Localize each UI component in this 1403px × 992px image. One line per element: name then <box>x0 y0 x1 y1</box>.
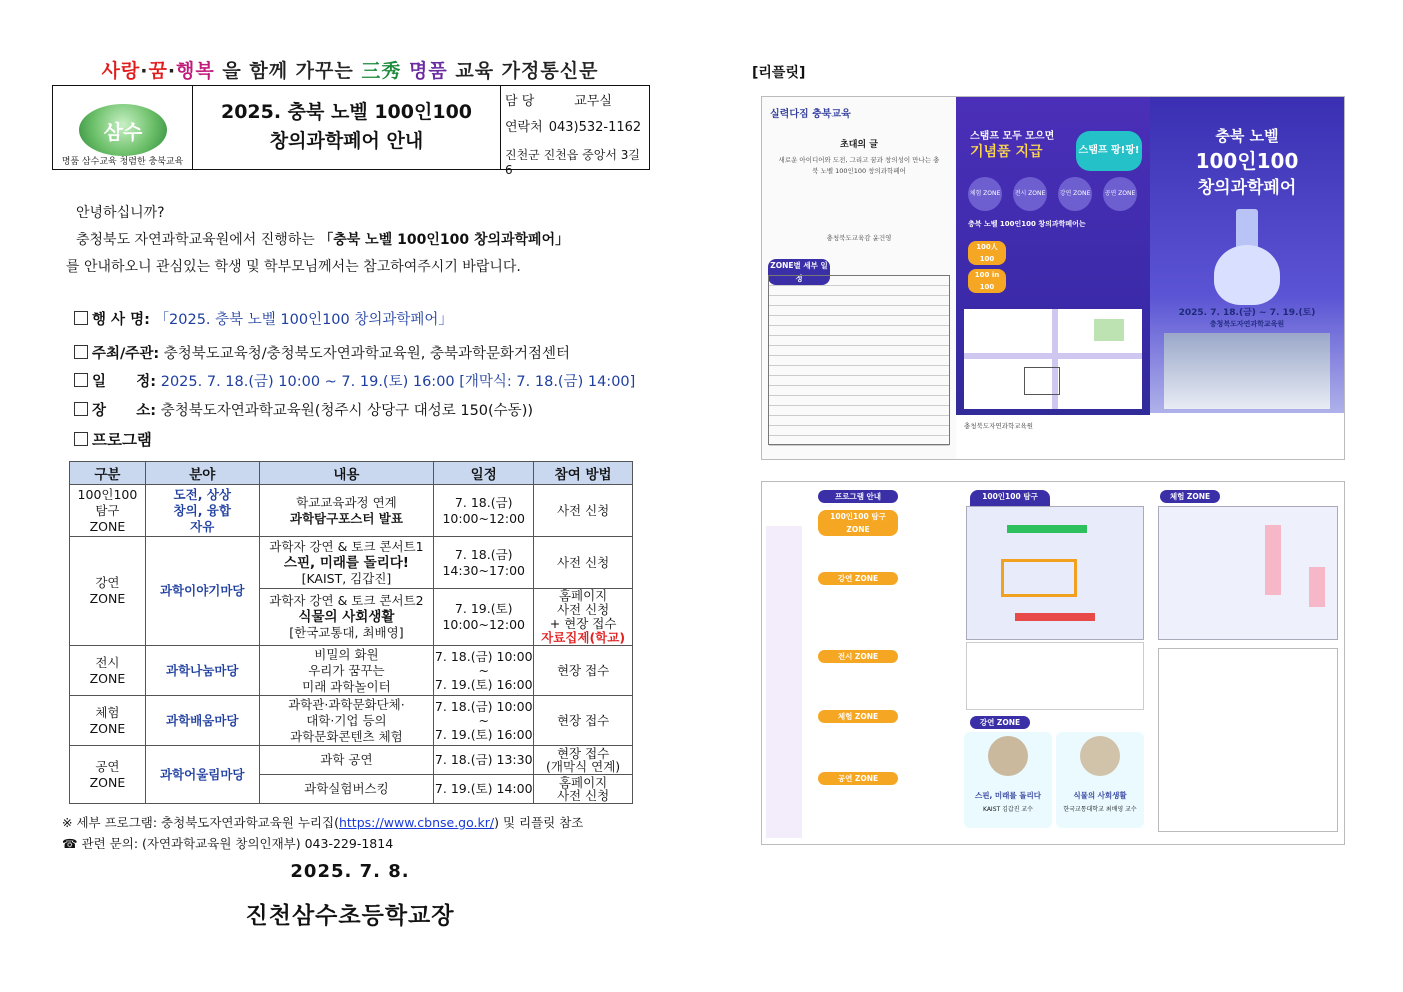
stamp-badge: 스탬프 팡!팡! <box>1076 131 1142 171</box>
leaflet-label: [리플릿] <box>752 65 806 81</box>
program-table <box>69 461 633 804</box>
schedule-grid <box>768 275 950 445</box>
stamp-zones: 체험 ZONE 전시 ZONE 강연 ZONE 공연 ZONE <box>968 177 1140 211</box>
school-logo-cell <box>53 86 193 169</box>
zone-legend-table <box>966 642 1144 710</box>
inquiry-contact: ☎ 관련 문의: (자연과학교육원 창의인재부) 043-229-1814 <box>62 836 394 851</box>
leaflet-cover: 충북 노벨 100인100 창의과학페어 2025. 7. 18.(금) ~ 7. 19.(토) 충청북도자연과학교육원 <box>1150 97 1344 459</box>
leaflet-invitation: 실력다짐 충북교육 초대의 글 새로운 아이디어와 도전, 그리고 꿈과 창의성이 만나는 충북 노벨 100인100 창의과학페어 충청북도교육감 윤건영 ZONE별 세부 일정 <box>762 97 956 459</box>
table-row: 과학실험버스킹 7. 19.(토) 14:00 홈페이지 사전 신청 <box>70 775 633 804</box>
leaflet-experience: 체험 ZONE <box>1150 482 1344 844</box>
checkbox-icon <box>74 311 88 325</box>
checkbox-icon <box>74 373 88 387</box>
leaflet-maps: 100인100 탐구 강연 ZONE 스핀, 미래를 돌리다 KAIST 김갑진 교수 식물의 사회생활 한국교통대학교 최배영 교수 <box>956 482 1150 844</box>
experience-map <box>1158 506 1338 640</box>
info-date: 일 정: 2025. 7. 18.(금) 10:00 ~ 7. 19.(토) 16:00 [개막식: 7. 18.(금) 14:00] <box>74 370 635 391</box>
slogan-dream: 꿈 <box>148 60 168 82</box>
table-row: 전시 ZONE 과학나눔마당 비밀의 화원 우리가 꿈꾸는 미래 과학놀이터 7. 18.(금) 10:00 ~ 7. 19.(토) 16:00 현장 접수 <box>70 646 633 696</box>
building-photo <box>1164 333 1330 409</box>
contact-info: 담 당 교무실 연락처 043)532-1162 진천군 진천읍 중앙서 3길 6 <box>505 94 642 177</box>
letter-title: 2025. 충북 노벨 100인100 창의과학페어 안내 <box>193 86 501 169</box>
leaflet-back <box>761 481 1345 845</box>
logo-caption: 명품 삼수교육 청렴한 충북교육 <box>61 157 184 167</box>
info-host: 주최/주관: 충청북도교육청/충청북도자연과학교육원, 충북과학문화거점센터 <box>74 342 570 363</box>
exploration-map <box>966 506 1144 640</box>
greeting: 안녕하십니까? 충청북도 자연과학교육원에서 진행하는 「충북 노벨 100인100 창의과학페어」 를 안내하오니 관심있는 학생 및 학부모님께서는 참고하여주시기 바랍니다. <box>66 205 570 275</box>
slogan-samsu: 三秀 <box>361 60 402 82</box>
leaflet-front <box>761 96 1345 460</box>
table-row: 과학자 강연 & 토크 콘서트2 식물의 사회생활 [한국교통대, 최배영] 7. 19.(토) 10:00~12:00 홈페이지 사전 신청 + 현장 접수 자료집제(학교) <box>70 589 633 646</box>
flask-illustration <box>1210 209 1284 309</box>
slogan-premium: 명품 <box>409 60 448 82</box>
table-row: 공연 ZONE 과학어울림마당 과학 공연 7. 18.(금) 13:30 현장 접수 (개막식 연계) <box>70 746 633 775</box>
table-row: 강연 ZONE 과학이야기마당 과학자 강연 & 토크 콘서트1 스핀, 미래를 돌리다! [KAIST, 김갑진] 7. 18.(금) 14:30~17:00 사전 신청 <box>70 537 633 589</box>
location-map <box>964 309 1142 409</box>
speaker1-card: 스핀, 미래를 돌리다 KAIST 김갑진 교수 <box>964 732 1052 828</box>
signature: 진천삼수초등학교장 <box>245 903 455 929</box>
slogan: 사랑·꿈·행복 을 함께 가꾸는 三秀 명품 교육 가정통신문 <box>101 60 599 82</box>
issue-date: 2025. 7. 8. <box>290 861 410 882</box>
slogan-love: 사랑 <box>101 60 141 82</box>
leaflet-stamp-panel: 스탬프 모두 모으면 기념품 지급 스탬프 팡!팡! 체험 ZONE 전시 ZONE 강연 ZONE 공연 ZONE 충북 노벨 100인100 창의과학페어는 100人 100 100 in 100 충청북도자연과학교육원 <box>956 97 1150 459</box>
website-link[interactable]: https://www.cbnse.go.kr/ <box>338 815 495 830</box>
letter-header <box>52 85 650 177</box>
info-place: 장 소: 충청북도자연과학교육원(청주시 상당구 대성로 150(수동)) <box>74 399 533 420</box>
slogan-happiness: 행복 <box>176 60 215 82</box>
table-row: 100인100 탐구 ZONE 도전, 상상 창의, 융합 자유 학교교육과정 연계 과학탐구포스터 발표 7. 18.(금) 10:00~12:00 사전 신청 <box>70 485 633 537</box>
notes: ※ 세부 프로그램: 충청북도자연과학교육원 누리집(https://www.cbnse.go.kr/) 및 리플릿 참조 ☎ 관련 문의: (자연과학교육원 창의인재부) 043-229-1814 <box>62 812 682 854</box>
info-event: 행 사 명: 「2025. 충북 노벨 100인100 창의과학페어」 <box>74 308 453 329</box>
table-row: 체험 ZONE 과학배움마당 과학관·과학문화단체· 대학·기업 등의 과학문화콘텐츠 체험 7. 18.(금) 10:00 ~ 7. 19.(토) 16:00 현장 접수 <box>70 696 633 746</box>
speaker2-card: 식물의 사회생활 한국교통대학교 최배영 교수 <box>1056 732 1144 828</box>
info-program: 프로그램 <box>74 428 152 450</box>
checkbox-icon <box>74 432 88 446</box>
checkbox-icon <box>74 402 88 416</box>
table-header-row: 구분 분야 내용 일정 참여 방법 <box>70 462 633 485</box>
school-logo: 삼수 <box>79 104 167 156</box>
leaflet-program: 프로그램 안내 100인100 탐구 ZONE 강연 ZONE 전시 ZONE 체험 ZONE 공연 ZONE <box>762 482 956 844</box>
experience-table <box>1158 648 1338 832</box>
checkbox-icon <box>74 345 88 359</box>
